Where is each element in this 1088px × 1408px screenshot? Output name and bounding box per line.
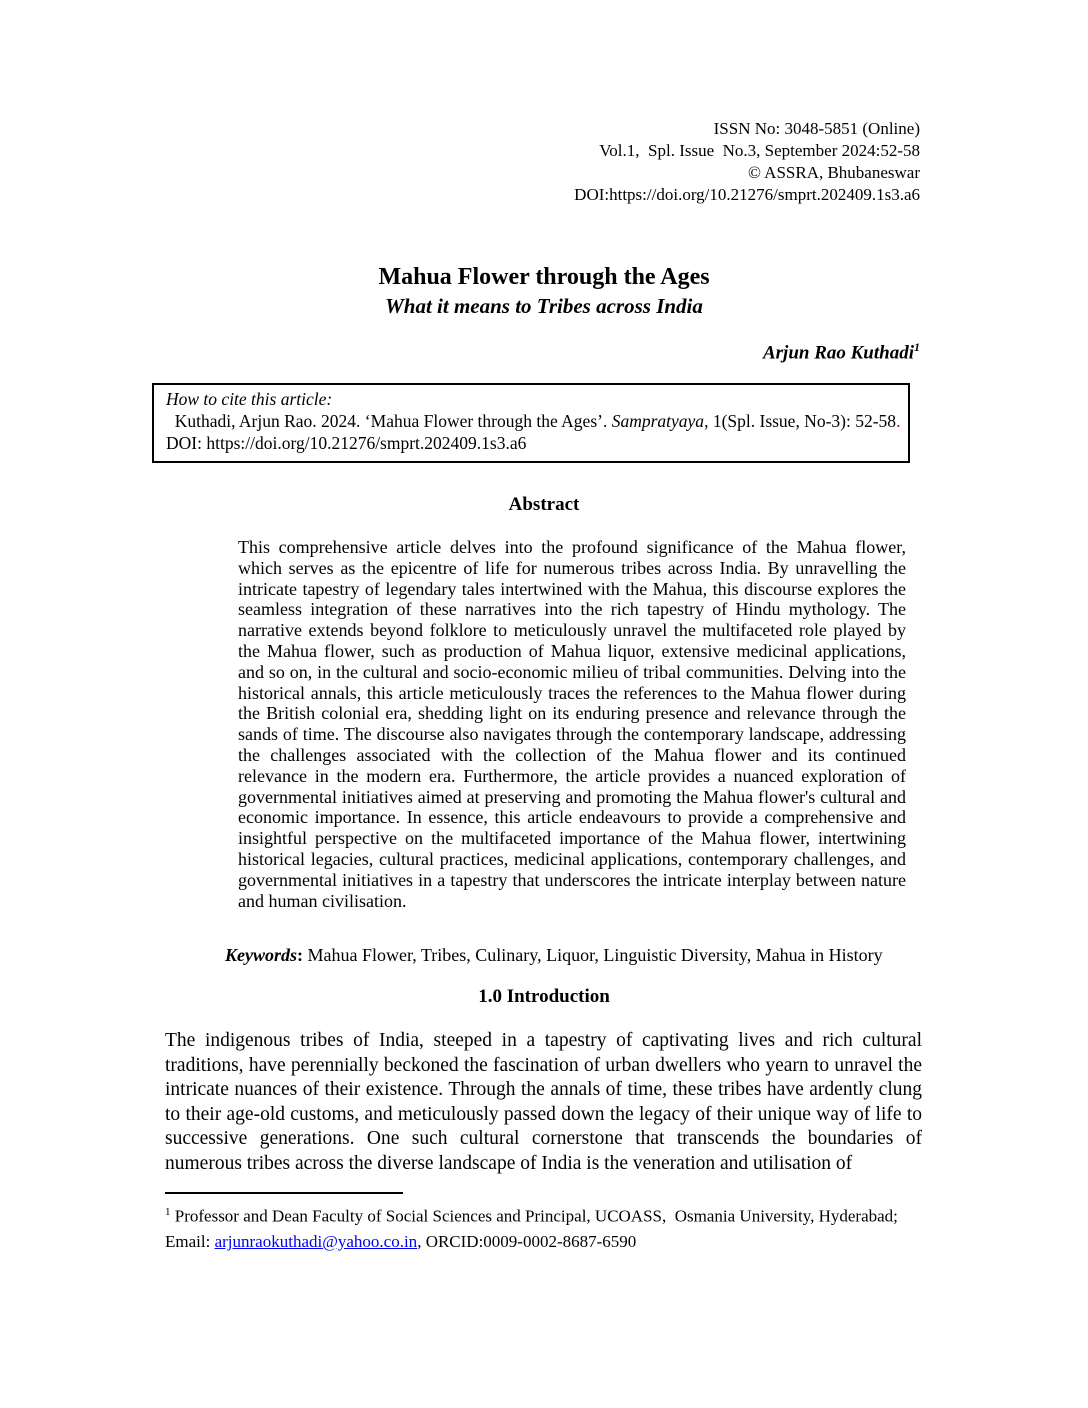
- issn-line: ISSN No: 3048-5851 (Online): [713, 119, 920, 138]
- doi-line: DOI:https://doi.org/10.21276/smprt.202409.1s3.a6: [574, 185, 920, 204]
- keywords-line: [225, 944, 909, 966]
- footnote-email-link[interactable]: arjunraokuthadi@yahoo.co.in: [214, 1231, 418, 1251]
- footnote: [165, 1200, 927, 1254]
- citation-red-period: .: [896, 411, 901, 431]
- abstract-body: This comprehensive article delves into the profound significance of the Mahua flower, which serves as the epicentre of life for numerous tribes across India. By unravelling the intricate tapestry of legendary tales intertwined with the Mahua, this discourse explores the seamless integration of these narratives into the rich tapestry of Hindu mythology. The narrative extends beyond folklore to meticulously unravel the multifaceted role played by the Mahua flower, such as production of Mahua liquor, extensive medicinal applications, and so on, in the cultural and socio-economic milieu of tribal communities. Delving into the historical annals, this article meticulously traces the references to the Mahua flower during the British colonial era, shedding light on its enduring presence and relevance through the sands of time. The discourse also navigates through the contemporary landscape, addressing the challenges associated with the collection of the Mahua flower and its continued relevance in the modern era. Furthermore, the article provides a nuanced exploration of governmental initiatives aimed at preserving and promoting the Mahua flower's cultural and economic importance. In essence, this article endeavours to provide a comprehensive and insightful perspective on the multifaceted importance of the Mahua flower, intertwining historical legacies, cultural practices, medicinal applications, contemporary challenges, and governmental initiatives in a tapestry that underscores the intricate interplay between nature and human civilisation.: [238, 537, 906, 911]
- citation-text: [166, 410, 902, 454]
- keywords-label: Keywords: [225, 945, 297, 965]
- footnote-affiliation: Professor and Dean Faculty of Social Sciences and Principal, UCOASS, Osmania University, Hyderabad;: [170, 1206, 898, 1226]
- introduction-heading: 1.0 Introduction: [478, 986, 610, 1007]
- author-name: Arjun Rao Kuthadi: [762, 342, 914, 364]
- copyright-line: © ASSRA, Bhubaneswar: [747, 163, 920, 182]
- paper-subtitle: What it means to Tribes across India: [385, 294, 703, 318]
- footnote-marker: 1: [165, 1206, 171, 1218]
- citation-box: [152, 383, 910, 463]
- title-block: [0, 262, 1088, 320]
- author-footnote-ref: 1: [914, 340, 920, 354]
- issue-line: Vol.1, Spl. Issue No.3, September 2024:52-58: [599, 141, 920, 160]
- citation-part2: , 1(Spl. Issue, No-3): 52-58: [704, 411, 897, 431]
- footnote-divider: [165, 1192, 403, 1194]
- citation-doi: DOI: https://doi.org/10.21276/smprt.202409.1s3.a6: [166, 433, 527, 453]
- journal-header: [320, 118, 920, 206]
- footnote-email-label: Email:: [165, 1231, 215, 1251]
- author-line: [763, 340, 920, 364]
- citation-label: How to cite this article:: [166, 389, 333, 409]
- keywords-colon: :: [297, 945, 308, 965]
- abstract-heading: Abstract: [508, 494, 580, 515]
- paper-title: Mahua Flower through the Ages: [378, 264, 710, 290]
- introduction-body: The indigenous tribes of India, steeped in a tapestry of captivating lives and rich cultural traditions, have perennially beckoned the fascination of urban dwellers who yearn to unravel the intricate nuances of their existence. Through the annals of time, these tribes have ardently clung to their age-old customs, and meticulously passed down the legacy of their unique way of life to successive generations. One such cultural cornerstone that transcends the boundaries of numerous tribes across the diverse landscape of India is the veneration and utilisation of: [165, 1030, 922, 1174]
- footnote-orcid: , ORCID:0009-0002-8687-6590: [417, 1231, 637, 1251]
- citation-journal-name: Sampratyaya: [611, 411, 705, 431]
- citation-part1: Kuthadi, Arjun Rao. 2024. ‘Mahua Flower through the Ages’.: [166, 411, 612, 431]
- keywords-text: Mahua Flower, Tribes, Culinary, Liquor, Linguistic Diversity, Mahua in History: [307, 945, 883, 965]
